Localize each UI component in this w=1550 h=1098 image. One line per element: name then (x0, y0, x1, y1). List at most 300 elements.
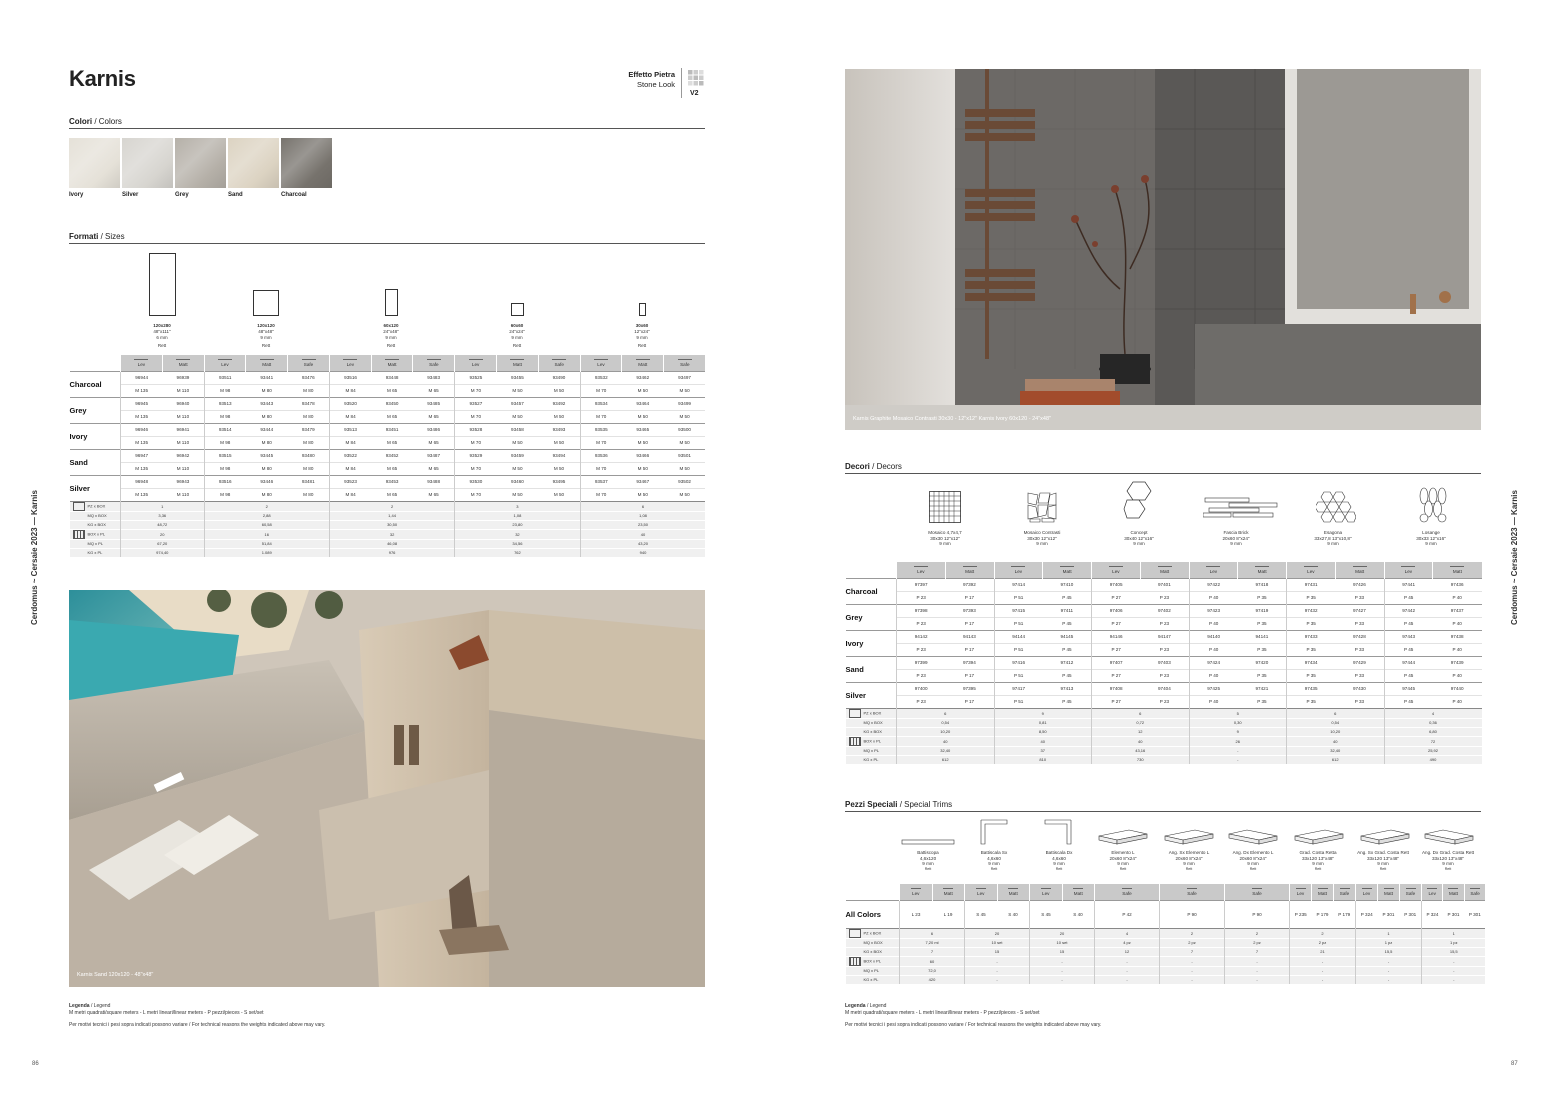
logistics-value: 43,20 (580, 539, 705, 548)
logistics-value: 15 (965, 947, 1030, 956)
logistics-row (846, 938, 1486, 947)
product-code: 97436 (1433, 578, 1482, 591)
trims-heading: Pezzi Speciali / Special Trims (845, 800, 1481, 812)
format-size: 120x120 (257, 323, 275, 328)
packaging-unit: P 27 (1092, 591, 1141, 604)
stair-tread-icon (1293, 828, 1345, 846)
packaging-unit: M 70 (580, 384, 622, 397)
packaging-unit: M 135 (121, 436, 163, 449)
logistics-value: 32,40 (897, 746, 995, 755)
column-label: Safe (680, 361, 690, 367)
logistics-row (70, 501, 706, 511)
packaging-unit: P 45 (1384, 591, 1433, 604)
photo-caption: Karnis Sand 120x120 - 48"x48" (77, 972, 154, 978)
decor-label (1391, 530, 1471, 547)
column-header-lev (121, 355, 163, 371)
product-code: 94145 (1043, 630, 1092, 643)
product-code: 94144 (994, 630, 1043, 643)
logistics-value: - (1356, 975, 1422, 984)
product-code: 97420 (1238, 656, 1287, 669)
product-code: 97404 (1140, 682, 1189, 695)
logistics-value: - (1422, 956, 1486, 966)
logistics-row (70, 520, 706, 529)
packaging-unit: P 35 (1238, 669, 1287, 682)
legend: Legenda / Legend M metri quadrati/square meters - L metri lineari/linear meters - P pezzi/pieces - S set/set Per motivi tecnici i pesi sopra indicati possono variare / For technical reasons the weights indicated above may vary. (845, 1003, 1102, 1028)
packaging-unit: P 45 (1043, 643, 1092, 656)
product-code: 93466 (622, 449, 664, 462)
product-code: 96946 (121, 423, 163, 436)
packaging-unit: M 80 (288, 436, 330, 449)
table-row-units (70, 462, 706, 475)
format-inch: 48"x48" (258, 329, 274, 334)
trim-size: 20x60 8"x24" (1175, 855, 1203, 861)
product-code: 94147 (1140, 630, 1189, 643)
logistics-key: KG x BOX (863, 729, 882, 734)
decor-label (1099, 530, 1179, 547)
trim-unit: P 42 (1095, 900, 1160, 928)
box-icon (849, 929, 861, 938)
logistics-value: 32 (329, 529, 454, 539)
logistics-value: 40 (580, 529, 705, 539)
logistics-value: 0,54 (897, 718, 995, 727)
series-it: Effetto Pietra (628, 70, 675, 79)
series-code: V2 (690, 90, 699, 97)
trim-name: Battiscala Dx (1045, 850, 1073, 855)
product-code: 93501 (664, 449, 706, 462)
trim-size: 33x120 13"x48" (1301, 855, 1335, 861)
column-header-safe (1225, 884, 1290, 900)
packaging-unit: M 84 (329, 410, 371, 423)
packaging-unit: M 50 (538, 384, 580, 397)
trim-unit: S 45 (1030, 900, 1063, 928)
logistics-value: 6 (897, 708, 995, 718)
column-label: Safe (429, 361, 439, 367)
column-header-safe (413, 355, 455, 371)
logistics-value: 21 (1290, 947, 1356, 956)
product-code: 93457 (497, 397, 539, 410)
packaging-unit: P 45 (1043, 617, 1092, 630)
column-label: Lev (917, 568, 925, 574)
packaging-unit: M 98 (204, 384, 246, 397)
product-code: 93525 (455, 371, 497, 384)
product-code: 97401 (1140, 578, 1189, 591)
product-code: 97440 (1433, 682, 1482, 695)
column-label: Matt (965, 568, 975, 574)
packaging-unit: M 50 (538, 488, 580, 501)
packaging-unit: P 23 (1140, 695, 1189, 708)
table-row-units (70, 410, 706, 423)
logistics-value: 612 (897, 755, 995, 764)
product-code: 93467 (622, 475, 664, 488)
column-label: Matt (1449, 890, 1458, 896)
logistics-value: 974,40 (121, 548, 205, 557)
table-row (846, 900, 1486, 928)
column-label: Lev (977, 890, 985, 896)
column-label: Lev (1112, 568, 1120, 574)
column-label: Lev (1296, 890, 1305, 896)
product-code: 93520 (329, 397, 371, 410)
column-label: Lev (1362, 890, 1371, 896)
packaging-unit: P 51 (994, 695, 1043, 708)
packaging-unit: M 50 (497, 462, 539, 475)
logistics-row (846, 755, 1482, 764)
column-label: Matt (262, 361, 272, 367)
decors-heading-it: Decori (845, 462, 870, 471)
product-code: 94142 (897, 630, 946, 643)
packaging-unit: M 50 (538, 462, 580, 475)
logistics-value: - (1030, 956, 1095, 966)
table-row (846, 656, 1482, 669)
logistics-key: KG x BOX (87, 522, 106, 527)
mosaic-contrasti-icon (1026, 491, 1058, 523)
packaging-unit: M 80 (288, 462, 330, 475)
logistics-value: - (965, 975, 1030, 984)
logistics-value: 1,44 (329, 511, 454, 520)
logistics-key: PZ x BOX (87, 503, 106, 509)
logistics-value: - (1095, 975, 1160, 984)
product-code: 93446 (246, 475, 288, 488)
product-code: 93513 (204, 397, 246, 410)
logistics-value: 10 set (965, 938, 1030, 947)
packaging-unit: M 135 (121, 462, 163, 475)
column-header-matt (1312, 884, 1334, 900)
color-swatch-charcoal (281, 138, 332, 188)
trim-thick: 9 mm (1442, 861, 1454, 866)
packaging-unit: M 84 (329, 436, 371, 449)
product-code: 93522 (329, 449, 371, 462)
packaging-unit: M 70 (580, 488, 622, 501)
product-code: 97393 (945, 604, 994, 617)
trim-unit: P 301 (1378, 900, 1400, 928)
trim-edge: Rett (1444, 866, 1452, 871)
packaging-unit: P 35 (1287, 617, 1336, 630)
column-label: Lev (1014, 568, 1023, 574)
packaging-unit: M 65 (371, 462, 413, 475)
logistics-key: MQ x PL (863, 968, 880, 973)
product-code: 94141 (1238, 630, 1287, 643)
trim-name: Battiscopa (917, 850, 939, 855)
packaging-unit: M 50 (497, 436, 539, 449)
logistics-value: 9 (994, 708, 1092, 718)
product-code: 93483 (413, 371, 455, 384)
packaging-unit: M 80 (288, 488, 330, 501)
column-label: Matt (1318, 890, 1327, 896)
logistics-value: 7 (1160, 947, 1225, 956)
column-header-matt (997, 884, 1030, 900)
packaging-unit: P 33 (1335, 617, 1384, 630)
packaging-unit: P 33 (1335, 695, 1384, 708)
logistics-value: 1,08 (580, 511, 705, 520)
logistics-row (846, 975, 1486, 984)
trim-unit: P 235 (1290, 900, 1312, 928)
column-header-lev (1189, 562, 1238, 578)
l-element-right-corner-icon (1227, 828, 1279, 846)
bathroom-photo (845, 69, 1481, 430)
logistics-value: 10,20 (1287, 727, 1385, 736)
logistics-value: 20 (965, 928, 1030, 938)
logistics-value: 0,36 (1384, 718, 1482, 727)
column-label: Matt (178, 361, 188, 367)
product-code: 97430 (1335, 682, 1384, 695)
column-label: Safe (303, 361, 314, 367)
decor-name: Esagona (1323, 530, 1343, 535)
packaging-unit: M 65 (371, 436, 413, 449)
product-code: 94143 (945, 630, 994, 643)
product-code: 93480 (288, 449, 330, 462)
logistics-value: 4 pz (1095, 938, 1160, 947)
logistics-row (70, 539, 706, 548)
logistics-value: 12 (1095, 947, 1160, 956)
packaging-unit: M 65 (413, 436, 455, 449)
product-code: 93511 (204, 371, 246, 384)
product-code: 93516 (329, 371, 371, 384)
product-code: 97444 (1384, 656, 1433, 669)
trims-heading-en: Special Trims (904, 800, 953, 809)
product-code: 97421 (1238, 682, 1287, 695)
logistics-row (846, 956, 1486, 966)
trim-unit: P 179 (1334, 900, 1356, 928)
packaging-unit: P 23 (897, 591, 946, 604)
color-name: Charcoal (281, 192, 307, 198)
logistics-value: 2 (204, 501, 329, 511)
logistics-value: 6 (900, 928, 965, 938)
trim-unit: P 90 (1160, 900, 1225, 928)
packaging-unit: P 17 (945, 591, 994, 604)
packaging-unit: P 45 (1043, 695, 1092, 708)
packaging-unit: M 50 (497, 410, 539, 423)
skirting-icon (901, 838, 955, 846)
colors-heading-en: Colors (98, 117, 122, 126)
logistics-key: KG x PL (87, 550, 103, 556)
logistics-row (846, 966, 1486, 975)
packaging-unit: M 80 (246, 488, 288, 501)
logistics-value: - (1160, 956, 1225, 966)
packaging-unit: M 70 (580, 462, 622, 475)
column-header-safe (1400, 884, 1422, 900)
photo-caption: Karnis Graphite Mosaico Contrasti 30x30 - 12"x12" Karnis Ivory 60x120 - 24"x48" (853, 416, 1051, 422)
logistics-value: 2 (1160, 928, 1225, 938)
column-label: Matt (387, 361, 397, 367)
product-code: 93452 (371, 449, 413, 462)
column-header-lev (1287, 562, 1336, 578)
logistics-value: 2,88 (204, 511, 329, 520)
trim-unit: P 301 (1464, 900, 1485, 928)
column-header-lev (580, 355, 622, 371)
product-code: 97431 (1287, 578, 1336, 591)
trim-size: 4,6x60 (1052, 855, 1066, 861)
product-code: 97408 (1092, 682, 1141, 695)
logistics-value: - (1160, 975, 1225, 984)
column-label: Safe (1187, 890, 1197, 896)
column-label: Lev (221, 361, 229, 367)
table-row (70, 397, 706, 410)
column-header-safe (288, 355, 330, 371)
logistics-value: 6 (580, 501, 705, 511)
trim-size: 20x60 8"x24" (1239, 855, 1267, 861)
trim-edge: Rett (924, 866, 932, 871)
packaging-unit: M 50 (664, 462, 706, 475)
packaging-unit: P 17 (945, 617, 994, 630)
product-code: 96943 (162, 475, 204, 488)
trim-size: 33x120 13"x48" (1431, 855, 1465, 861)
product-code: 93464 (622, 397, 664, 410)
packaging-unit: M 50 (622, 462, 664, 475)
packaging-unit: M 110 (162, 384, 204, 397)
logistics-value: 72,0 (900, 966, 965, 975)
packaging-unit: M 70 (455, 410, 497, 423)
trim-name: Grad. Costa Retta (1299, 850, 1337, 855)
trim-unit: P 324 (1356, 900, 1378, 928)
logistics-row (70, 511, 706, 520)
row-color-label: Ivory (846, 630, 897, 656)
packaging-unit: P 45 (1384, 695, 1433, 708)
column-label: Lev (1042, 890, 1050, 896)
packaging-unit: P 17 (945, 669, 994, 682)
logistics-row (70, 529, 706, 539)
trim-label (1091, 850, 1155, 872)
product-code: 97434 (1287, 656, 1336, 669)
decor-size: 30x33 12"x16" (1416, 535, 1446, 541)
product-code: 93476 (288, 371, 330, 384)
product-code: 97416 (994, 656, 1043, 669)
table-row (846, 630, 1482, 643)
packaging-unit: P 23 (897, 695, 946, 708)
packaging-unit: P 51 (994, 617, 1043, 630)
logistics-value: 2 pz (1290, 938, 1356, 947)
packaging-unit: P 33 (1335, 669, 1384, 682)
packaging-unit: P 17 (945, 643, 994, 656)
decor-label (1293, 530, 1373, 547)
decor-thick: 9 mm (1230, 541, 1242, 546)
box-icon (73, 502, 85, 511)
logistics-value: 2 pz (1225, 938, 1290, 947)
format-edge: Rett (157, 343, 167, 348)
decors-heading-en: Decors (876, 462, 902, 471)
logistics-value: 0,72 (1092, 718, 1190, 727)
trim-edge: Rett (1314, 866, 1322, 871)
column-header-safe (1334, 884, 1356, 900)
format-edge: Rett (261, 343, 271, 348)
packaging-unit: M 110 (162, 462, 204, 475)
logistics-value: 4 (1095, 928, 1160, 938)
trim-label (1286, 850, 1350, 872)
trim-name: Ang. Sx Grad. Costa Rett (1357, 850, 1409, 855)
packaging-unit: M 65 (413, 488, 455, 501)
stair-tread-right-corner-icon (1423, 828, 1475, 846)
packaging-unit: P 33 (1335, 643, 1384, 656)
format-size: 30x60 (635, 323, 649, 328)
packaging-unit: P 23 (897, 643, 946, 656)
row-all-colors-label: All Colors (846, 900, 900, 928)
column-label: Matt (638, 361, 648, 367)
trim-label (896, 850, 960, 872)
product-code: 96944 (121, 371, 163, 384)
packaging-unit: P 40 (1433, 617, 1482, 630)
product-code: 93453 (371, 475, 413, 488)
logistics-value: 420 (900, 975, 965, 984)
page-number: 86 (32, 1061, 39, 1067)
trim-label (1416, 850, 1480, 872)
packaging-unit: M 110 (162, 436, 204, 449)
legend-units: M metri quadrati/square meters - L metri lineari/linear meters - P pezzi/pieces - S set/set (69, 1010, 264, 1016)
product-code: 93443 (246, 397, 288, 410)
stair-tread-left-corner-icon (1359, 828, 1411, 846)
table-row-units (70, 384, 706, 397)
logistics-key: BOX x PL (863, 738, 882, 744)
column-header-matt (497, 355, 539, 371)
right-page (775, 0, 1550, 1098)
column-label: Lev (1307, 568, 1315, 574)
side-running-title: Cerdomus ~ Cersaie 2023 — Karnis (1510, 490, 1519, 625)
logistics-value: 2 (1290, 928, 1356, 938)
logistics-value: - (1189, 755, 1287, 764)
packaging-unit: P 40 (1189, 669, 1238, 682)
logistics-value: - (1290, 966, 1356, 975)
trim-unit: P 301 (1400, 900, 1422, 928)
table-row-units (846, 617, 1482, 630)
trim-unit: S 40 (1062, 900, 1095, 928)
logistics-value: 32,40 (1287, 746, 1385, 755)
decor-thick: 9 mm (1133, 541, 1145, 546)
column-label: Matt (1073, 890, 1083, 896)
product-code: 97412 (1043, 656, 1092, 669)
column-header-matt (945, 562, 994, 578)
product-code: 93485 (413, 397, 455, 410)
trim-name: Battiscala Sx (980, 850, 1008, 855)
packaging-unit: M 50 (497, 384, 539, 397)
logistics-value: 20 (1030, 928, 1095, 938)
product-code: 97410 (1043, 578, 1092, 591)
stair-skirting-right-icon (1043, 818, 1073, 846)
column-label: Matt (512, 361, 522, 367)
product-code: 94146 (1092, 630, 1141, 643)
logistics-value: - (1422, 966, 1486, 975)
logistics-value: - (1225, 956, 1290, 966)
packaging-unit: P 40 (1433, 591, 1482, 604)
decor-size: 33x27,8 13"x10,8" (1314, 535, 1352, 541)
decor-thick: 9 mm (1327, 541, 1339, 546)
trim-thick: 9 mm (1247, 861, 1259, 866)
packaging-unit: P 45 (1043, 669, 1092, 682)
column-header-matt (1433, 562, 1482, 578)
format-thick: 9 mm (385, 335, 397, 340)
row-color-label: Charcoal (70, 371, 121, 397)
table-row-units (846, 591, 1482, 604)
column-label: Matt (1384, 890, 1393, 896)
logistics-value: 2 (1225, 928, 1290, 938)
trim-thick: 9 mm (1377, 861, 1389, 866)
column-header-lev (1384, 562, 1433, 578)
packaging-unit: P 23 (1140, 591, 1189, 604)
product-code: 97432 (1287, 604, 1336, 617)
product-code: 93487 (413, 449, 455, 462)
column-header-matt (1335, 562, 1384, 578)
product-code: 93441 (246, 371, 288, 384)
logistics-row (846, 947, 1486, 956)
product-code: 93499 (664, 397, 706, 410)
column-header-matt (162, 355, 204, 371)
packaging-unit: M 70 (580, 436, 622, 449)
packaging-unit: M 110 (162, 488, 204, 501)
packaging-unit: M 84 (329, 488, 371, 501)
product-code: 93492 (538, 397, 580, 410)
logistics-value: 940 (580, 548, 705, 557)
trim-unit: P 324 (1422, 900, 1443, 928)
product-code: 93479 (288, 423, 330, 436)
format-edge: Rett (512, 343, 522, 348)
trim-edge: Rett (1055, 866, 1063, 871)
legend-title-en: Legend (93, 1003, 111, 1009)
